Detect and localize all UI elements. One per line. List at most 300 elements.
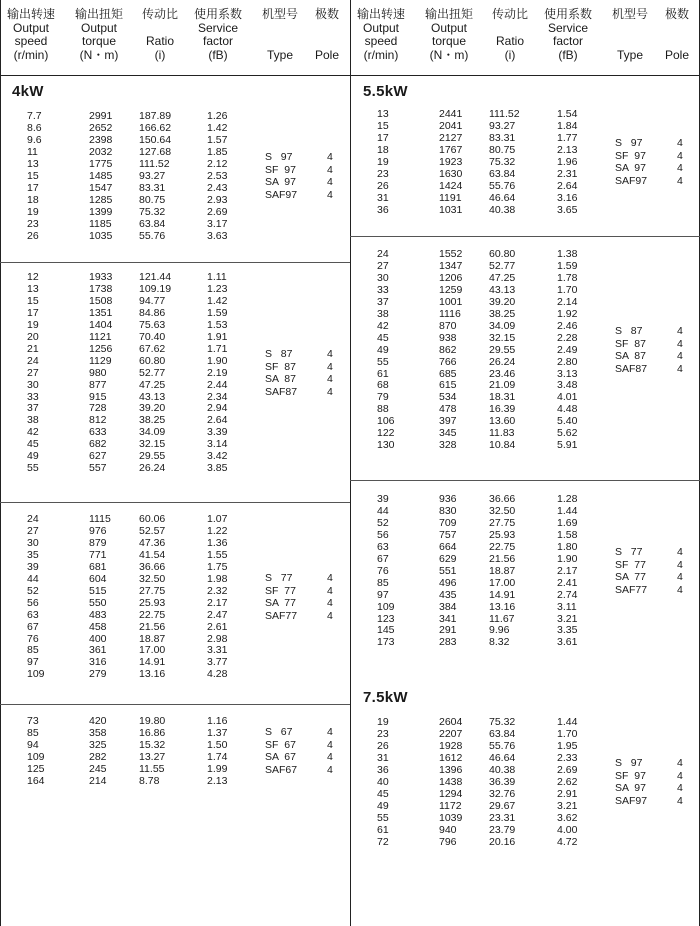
header-line: 输出转速 — [6, 7, 55, 21]
table-cell: 1775 — [89, 157, 113, 170]
table-cell: 1.58 — [557, 528, 578, 541]
model-pole: 4 — [327, 188, 333, 201]
table-cell: 1547 — [89, 181, 113, 194]
table-cell: 67.62 — [139, 342, 166, 355]
table-cell: 46.64 — [489, 751, 516, 764]
table-cell: 1.54 — [557, 108, 578, 120]
table-cell: 85 — [27, 726, 39, 739]
model-list — [265, 726, 345, 776]
table-cell: 478 — [439, 403, 457, 416]
table-cell: 685 — [439, 367, 457, 380]
table-cell: 1259 — [439, 283, 463, 296]
header-cell — [657, 8, 697, 62]
model-row — [615, 795, 695, 808]
table-cell: 1294 — [439, 787, 463, 800]
table-cell: 2.41 — [557, 576, 578, 589]
model-type: SF 87 — [265, 360, 296, 373]
table-cell: 36 — [377, 763, 389, 776]
table-cell: 1172 — [439, 799, 462, 812]
model-row — [615, 770, 695, 783]
table-cell: 2.34 — [207, 390, 228, 403]
table-cell: 2.44 — [207, 378, 228, 391]
table-cell: 67 — [377, 552, 389, 565]
table-cell: 38 — [377, 307, 389, 320]
table-cell: 97 — [27, 656, 39, 669]
table-cell: 1738 — [89, 282, 113, 295]
table-cell: 1256 — [89, 342, 113, 355]
table-cell: 17.00 — [139, 644, 166, 657]
model-pole: 4 — [677, 757, 683, 769]
table-cell: 2207 — [439, 727, 463, 740]
table-cell: 42 — [27, 426, 39, 439]
header-cell — [0, 8, 62, 62]
table-cell: 2127 — [439, 131, 463, 144]
table-cell: 1.74 — [207, 750, 228, 763]
table-cell: 40.38 — [489, 763, 516, 776]
table-cell: 3.21 — [557, 799, 578, 812]
table-cell: 1.90 — [207, 354, 228, 367]
table-cell: 2.19 — [207, 366, 228, 379]
column-divider — [350, 0, 351, 926]
table-cell: 1.23 — [207, 282, 228, 295]
header-cell — [485, 8, 535, 62]
table-cell: 2.61 — [207, 620, 228, 633]
table-cell: 32.76 — [489, 787, 516, 800]
power-title-5-5kw: 5.5kW — [363, 83, 408, 100]
table-cell: 75.63 — [139, 318, 166, 331]
table-cell: 19 — [377, 716, 389, 728]
table-cell: 123 — [377, 612, 395, 625]
model-row — [265, 348, 345, 361]
table-cell: 2.80 — [557, 355, 578, 368]
table-cell: 109 — [377, 600, 395, 613]
table-cell: 1.99 — [207, 762, 228, 775]
model-type: SA 87 — [615, 350, 646, 362]
model-type: S 87 — [615, 325, 643, 337]
table-cell: 1396 — [439, 763, 463, 776]
header-line — [657, 22, 697, 36]
model-row — [615, 150, 695, 163]
table-cell: 1.42 — [207, 294, 228, 307]
header-cell — [188, 8, 248, 62]
table-cell: 550 — [89, 596, 107, 609]
model-type: S 87 — [265, 348, 293, 360]
table-cell: 870 — [439, 319, 457, 332]
table-cell: 75.32 — [489, 155, 516, 168]
table-cell: 796 — [439, 835, 457, 848]
table-cell: 345 — [439, 427, 457, 440]
table-cell: 35 — [27, 548, 39, 561]
table-cell: 18.87 — [139, 632, 166, 645]
table-cell: 328 — [439, 439, 457, 452]
header-cell — [415, 8, 483, 62]
table-cell: 21 — [27, 342, 39, 355]
table-cell: 85 — [377, 576, 389, 589]
table-cell: 27 — [377, 259, 389, 272]
table-cell: 111.52 — [139, 157, 170, 170]
table-cell: 23.79 — [489, 823, 516, 836]
table-cell: 44 — [377, 504, 389, 517]
table-cell: 39 — [27, 560, 39, 573]
model-pole: 4 — [677, 558, 683, 571]
table-cell: 8.78 — [139, 774, 160, 787]
model-pole: 4 — [327, 751, 333, 763]
model-row — [265, 151, 345, 164]
table-cell: 3.61 — [557, 636, 578, 649]
header-line: 极数 — [314, 7, 339, 21]
table-cell: 936 — [439, 493, 457, 505]
table-cell: 728 — [89, 402, 107, 415]
table-cell: 1.85 — [207, 145, 228, 158]
table-cell: 44 — [27, 572, 39, 585]
model-type: SAF97 — [265, 188, 298, 201]
header-cell — [65, 8, 133, 62]
table-cell: 63.84 — [489, 167, 516, 180]
table-cell: 1.11 — [207, 271, 227, 283]
model-list — [265, 151, 345, 201]
model-pole: 4 — [677, 350, 683, 362]
group-separator — [350, 480, 700, 481]
table-cell: 63.84 — [139, 217, 166, 230]
table-cell: 2652 — [89, 121, 113, 134]
table-cell: 1.37 — [207, 726, 228, 739]
table-cell: 1.36 — [207, 536, 228, 549]
model-row — [615, 325, 695, 338]
table-cell: 33 — [377, 283, 389, 296]
table-cell: 534 — [439, 391, 457, 404]
table-cell: 111.52 — [489, 108, 520, 120]
model-pole: 4 — [677, 162, 683, 174]
header-line: torque — [81, 34, 117, 49]
power-title-7-5kw: 7.5kW — [363, 689, 408, 706]
model-pole: 4 — [327, 597, 333, 609]
table-cell: 37 — [27, 402, 39, 415]
header-line: 输出转速 — [356, 7, 405, 21]
table-cell: 13.16 — [489, 600, 516, 613]
table-cell: 341 — [439, 612, 457, 625]
table-cell: 55.76 — [489, 739, 516, 752]
table-cell: 109.19 — [139, 282, 172, 295]
table-cell: 11.67 — [489, 612, 515, 625]
header-line: factor — [552, 34, 583, 49]
table-cell: 2.17 — [557, 564, 578, 577]
table-cell: 43.13 — [139, 390, 166, 403]
header-line: 极数 — [664, 7, 689, 21]
table-cell: 19 — [377, 155, 389, 168]
header-line — [605, 22, 655, 36]
table-cell: 1191 — [439, 191, 462, 204]
header-line — [255, 35, 305, 49]
table-cell: 812 — [89, 414, 107, 427]
model-row — [265, 189, 345, 202]
table-cell: 11.55 — [139, 762, 165, 775]
model-pole: 4 — [327, 373, 333, 385]
table-cell: 1928 — [439, 739, 463, 752]
model-type: SA 97 — [265, 176, 296, 188]
table-cell: 61 — [377, 367, 389, 380]
table-cell: 30 — [27, 378, 39, 391]
table-cell: 25.93 — [139, 596, 166, 609]
table-cell: 11.83 — [489, 427, 515, 440]
table-cell: 551 — [439, 564, 457, 577]
table-cell: 7.7 — [27, 110, 42, 122]
table-cell: 24 — [27, 354, 39, 367]
table-cell: 19 — [27, 205, 39, 218]
table-cell: 1.92 — [557, 307, 578, 320]
table-cell: 283 — [439, 636, 457, 649]
table-cell: 766 — [439, 355, 457, 368]
model-pole: 4 — [327, 572, 333, 584]
table-cell: 5.91 — [557, 439, 578, 452]
table-cell: 1404 — [89, 318, 113, 331]
table-cell: 3.21 — [557, 612, 578, 625]
table-cell: 15.32 — [139, 738, 166, 751]
table-cell: 9.96 — [489, 624, 510, 637]
model-pole: 4 — [327, 385, 333, 398]
table-cell: 2.94 — [207, 402, 228, 415]
table-cell: 36.66 — [489, 493, 516, 505]
table-cell: 4.28 — [207, 668, 228, 681]
model-pole: 4 — [677, 137, 683, 149]
table-cell: 1.55 — [207, 548, 228, 561]
model-row — [265, 726, 345, 739]
table-cell: 1.26 — [207, 110, 228, 122]
table-cell: 2.13 — [207, 774, 228, 787]
table-cell: 18.31 — [489, 391, 516, 404]
model-pole: 4 — [327, 738, 333, 751]
table-cell: 13 — [27, 157, 39, 170]
table-cell: 1.80 — [557, 540, 578, 553]
table-cell: 1039 — [439, 811, 463, 824]
header-line: 机型号 — [261, 7, 298, 21]
table-cell: 2.62 — [557, 775, 578, 788]
table-cell: 2.43 — [207, 181, 228, 194]
table-cell: 757 — [439, 528, 457, 541]
table-cell: 1933 — [89, 271, 113, 283]
table-cell: 55 — [377, 355, 389, 368]
table-cell: 1347 — [439, 259, 463, 272]
model-pole: 4 — [327, 176, 333, 188]
table-cell: 166.62 — [139, 121, 172, 134]
table-cell: 2.46 — [557, 319, 578, 332]
table-cell: 3.42 — [207, 450, 228, 463]
table-cell: 483 — [89, 608, 107, 621]
table-cell: 39.20 — [489, 295, 516, 308]
table-cell: 1424 — [439, 179, 463, 192]
table-cell: 2.69 — [207, 205, 228, 218]
header-line: Ratio — [145, 34, 174, 49]
table-cell: 681 — [89, 560, 107, 573]
model-row — [265, 361, 345, 374]
header-line — [485, 22, 535, 36]
model-type: SAF77 — [615, 583, 648, 596]
table-cell: 1035 — [89, 229, 113, 242]
model-list — [265, 572, 345, 622]
table-cell: 4.01 — [557, 391, 578, 404]
table-cell: 32.15 — [139, 438, 166, 451]
power-title-4kw: 4kW — [12, 83, 44, 100]
table-cell: 279 — [89, 668, 107, 681]
table-cell: 34.09 — [139, 426, 166, 439]
table-cell: 2.13 — [557, 143, 578, 156]
table-cell: 3.35 — [557, 624, 578, 637]
table-cell: 56 — [377, 528, 389, 541]
table-cell: 40 — [377, 775, 389, 788]
table-cell: 52.57 — [139, 524, 166, 537]
table-cell: 1612 — [439, 751, 463, 764]
table-cell: 1.96 — [557, 155, 578, 168]
table-cell: 15 — [27, 169, 39, 182]
table-cell: 1.28 — [557, 493, 578, 505]
table-cell: 2991 — [89, 110, 113, 122]
table-cell: 397 — [439, 415, 457, 428]
header-line: Output — [362, 20, 400, 35]
table-cell: 1.38 — [557, 248, 578, 260]
table-cell: 20 — [27, 330, 39, 343]
table-cell: 2.53 — [207, 169, 228, 182]
table-cell: 38.25 — [489, 307, 516, 320]
table-cell: 26.24 — [489, 355, 516, 368]
header-line: (i) — [504, 47, 516, 62]
table-cell: 12 — [27, 271, 39, 283]
table-cell: 1.78 — [557, 271, 578, 284]
table-cell: 36 — [377, 203, 389, 216]
table-cell: 2.64 — [557, 179, 578, 192]
table-cell: 63 — [27, 608, 39, 621]
table-cell: 1630 — [439, 167, 463, 180]
header-line — [307, 35, 347, 49]
left-border — [0, 0, 1, 926]
table-cell: 771 — [89, 548, 107, 561]
header-cell — [135, 8, 185, 62]
table-cell: 72 — [377, 835, 389, 848]
table-cell: 3.13 — [557, 367, 578, 380]
table-cell: 21.56 — [489, 552, 516, 565]
header-line: (N・m) — [429, 47, 469, 62]
table-cell: 3.62 — [557, 811, 578, 824]
table-cell: 10.84 — [489, 439, 516, 452]
table-cell: 17.00 — [489, 576, 516, 589]
model-type: SA 87 — [265, 373, 296, 385]
model-type: SA 67 — [265, 751, 296, 763]
table-cell: 830 — [439, 504, 457, 517]
table-cell: 55 — [27, 462, 39, 475]
table-cell: 41.54 — [139, 548, 166, 561]
table-cell: 664 — [439, 540, 457, 553]
model-row — [265, 386, 345, 399]
header-line: 传动比 — [491, 7, 528, 21]
model-row — [615, 137, 695, 150]
table-cell: 75.32 — [489, 716, 516, 728]
table-cell: 515 — [89, 584, 107, 597]
table-cell: 1.59 — [557, 259, 578, 272]
header-line: 使用系数 — [193, 7, 242, 21]
header-cell — [350, 8, 412, 62]
table-cell: 1.50 — [207, 738, 228, 751]
table-cell: 47.25 — [139, 378, 166, 391]
table-cell: 1.70 — [557, 727, 578, 740]
table-cell: 2.49 — [557, 343, 578, 356]
table-cell: 13.16 — [139, 668, 166, 681]
model-row — [615, 338, 695, 351]
table-cell: 496 — [439, 576, 457, 589]
table-cell: 361 — [89, 644, 107, 657]
model-type: SAF67 — [265, 763, 298, 776]
model-row — [615, 757, 695, 770]
table-cell: 32.15 — [489, 331, 516, 344]
model-type: S 67 — [265, 726, 293, 738]
model-type: SAF97 — [615, 794, 648, 807]
table-cell: 3.16 — [557, 191, 578, 204]
table-cell: 60.80 — [139, 354, 166, 367]
table-cell: 63 — [377, 540, 389, 553]
table-cell: 8.32 — [489, 636, 510, 649]
table-cell: 125 — [27, 762, 45, 775]
model-row — [615, 363, 695, 376]
table-cell: 1001 — [439, 295, 463, 308]
model-list — [615, 546, 695, 596]
table-cell: 88 — [377, 403, 389, 416]
header-line: (N・m) — [79, 47, 119, 62]
table-cell: 80.75 — [489, 143, 516, 156]
table-cell: 109 — [27, 668, 45, 681]
model-pole: 4 — [677, 546, 683, 558]
table-cell: 1399 — [89, 205, 113, 218]
table-cell: 13 — [27, 282, 39, 295]
model-type: SF 87 — [615, 337, 646, 350]
table-cell: 16.86 — [139, 726, 166, 739]
table-cell: 83.31 — [139, 181, 166, 194]
header-line — [255, 22, 305, 36]
table-cell: 1206 — [439, 271, 463, 284]
table-cell: 60.06 — [139, 513, 166, 525]
table-cell: 214 — [89, 774, 107, 787]
table-cell: 1121 — [89, 330, 112, 343]
table-cell: 877 — [89, 378, 107, 391]
header-line: Pole — [314, 47, 340, 62]
table-cell: 84.86 — [139, 306, 166, 319]
model-row — [615, 584, 695, 597]
table-cell: 22.75 — [139, 608, 166, 621]
table-cell: 79 — [377, 391, 389, 404]
group-separator — [350, 236, 700, 237]
table-cell: 30 — [377, 271, 389, 284]
table-cell: 24 — [27, 513, 39, 525]
table-cell: 3.63 — [207, 229, 228, 242]
table-cell: 2.14 — [557, 295, 578, 308]
header-line: Output — [12, 20, 50, 35]
table-cell: 52.77 — [139, 366, 166, 379]
model-pole: 4 — [327, 151, 333, 163]
model-row — [265, 739, 345, 752]
table-cell: 38.25 — [139, 414, 166, 427]
model-type: SA 97 — [615, 782, 646, 794]
model-row — [265, 597, 345, 610]
table-cell: 94.77 — [139, 294, 166, 307]
table-cell: 16.39 — [489, 403, 516, 416]
table-cell: 32.50 — [489, 504, 516, 517]
table-cell: 4.00 — [557, 823, 578, 836]
table-cell: 23 — [377, 727, 389, 740]
table-cell: 2.33 — [557, 751, 578, 764]
table-cell: 2.47 — [207, 608, 228, 621]
header-line: torque — [431, 34, 467, 49]
header-line: (r/min) — [363, 47, 399, 62]
table-cell: 106 — [377, 415, 395, 428]
table-cell: 76 — [377, 564, 389, 577]
model-row — [615, 175, 695, 188]
table-cell: 36.66 — [139, 560, 166, 573]
